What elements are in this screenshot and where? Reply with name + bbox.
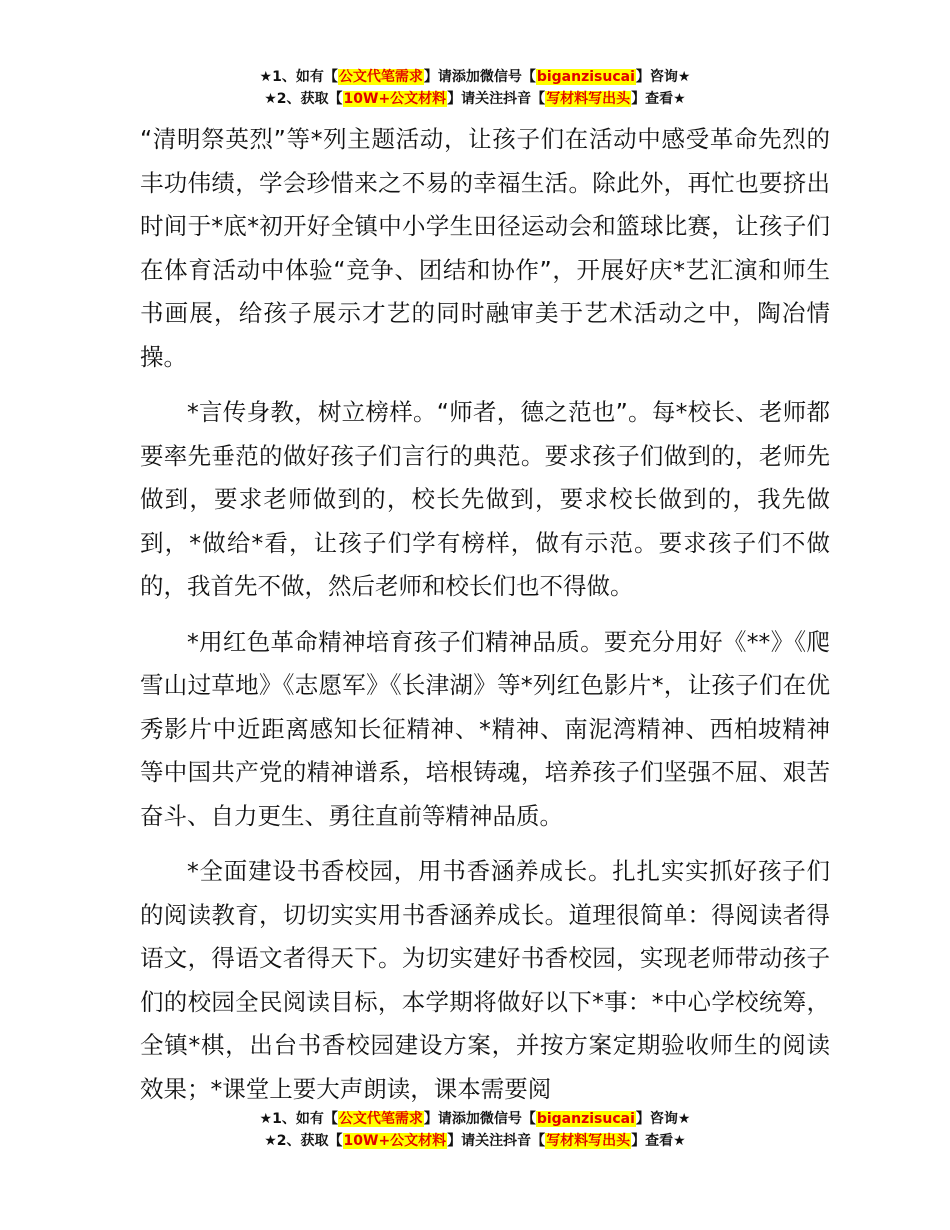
header-line-2-suffix: 】查看★	[631, 91, 686, 107]
header-line-2-prefix: ★2、获取【	[264, 91, 343, 107]
footer-line-1	[0, 1108, 950, 1130]
header-banner	[0, 66, 950, 110]
footer-line-1-highlight-service: 公文代笔需求	[338, 1111, 423, 1127]
footer-line-2-prefix: ★2、获取【	[264, 1133, 343, 1149]
header-line-2-highlight-douyin: 写材料写出头	[546, 91, 631, 107]
footer-line-2-middle: 】请关注抖音【	[447, 1133, 546, 1149]
header-line-2-middle: 】请关注抖音【	[447, 91, 546, 107]
footer-line-1-suffix: 】咨询★	[635, 1111, 691, 1127]
footer-line-1-highlight-wechat: biganzisucai	[536, 1111, 635, 1127]
header-line-1	[0, 66, 950, 88]
paragraph-2: *言传身教，树立榜样。“师者，德之范也”。每*校长、老师都要率先垂范的做好孩子们言行的典范。要求孩子们做到的，老师先做到，要求老师做到的，校长先做到，要求校长做到的，我先做到，*做给*看，让孩子们学有榜样，做有示范。要求孩子们不做的，我首先不做，然后老师和校长们也不得做。	[140, 398, 830, 600]
header-line-2-highlight-materials: 10W+公文材料	[343, 91, 447, 107]
header-line-1-highlight-service: 公文代笔需求	[338, 69, 423, 85]
paragraph-4: *全面建设书香校园，用书香涵养成长。扎扎实实抓好孩子们的阅读教育，切切实实用书香涵养成长。道理很简单：得阅读者得语文，得语文者得天下。为切实建好书香校园，实现老师带动孩子们的校园全民阅读目标，本学期将做好以下*事：*中心学校统筹，全镇*棋，出台书香校园建设方案，并按方案定期验收师生的阅读效果；*课堂上要大声朗读，课本需要阅	[140, 857, 830, 1103]
header-line-1-prefix: ★1、如有【	[259, 69, 338, 85]
footer-line-2-highlight-douyin: 写材料写出头	[546, 1133, 631, 1149]
footer-line-2	[0, 1130, 950, 1152]
header-line-2	[0, 88, 950, 110]
footer-line-1-prefix: ★1、如有【	[259, 1111, 338, 1127]
document-body	[140, 118, 830, 1123]
footer-banner	[0, 1108, 950, 1152]
paragraph-3: *用红色革命精神培育孩子们精神品质。要充分用好《**》《爬雪山过草地》《志愿军》《长津湖》等*列红色影片*，让孩子们在优秀影片中近距离感知长征精神、*精神、南泥湾精神、西柏坡精神等中国共产党的精神谱系，培根铸魂，培养孩子们坚强不屈、艰苦奋斗、自力更生、勇往直前等精神品质。	[140, 627, 830, 830]
header-line-1-highlight-wechat: biganzisucai	[536, 69, 635, 85]
header-line-1-middle: 】请添加微信号【	[423, 69, 536, 85]
paragraph-1: “清明祭英烈”等*列主题活动，让孩子们在活动中感受革命先烈的丰功伟绩，学会珍惜来之不易的幸福生活。除此外，再忙也要挤出时间于*底*初开好全镇中小学生田径运动会和篮球比赛，让孩子们在体育活动中体验“竞争、团结和协作”，开展好庆*艺汇演和师生书画展，给孩子展示才艺的同时融审美于艺术活动之中，陶冶情操。	[140, 125, 830, 371]
footer-line-2-suffix: 】查看★	[631, 1133, 686, 1149]
header-line-1-suffix: 】咨询★	[635, 69, 691, 85]
footer-line-1-middle: 】请添加微信号【	[423, 1111, 536, 1127]
footer-line-2-highlight-materials: 10W+公文材料	[343, 1133, 447, 1149]
